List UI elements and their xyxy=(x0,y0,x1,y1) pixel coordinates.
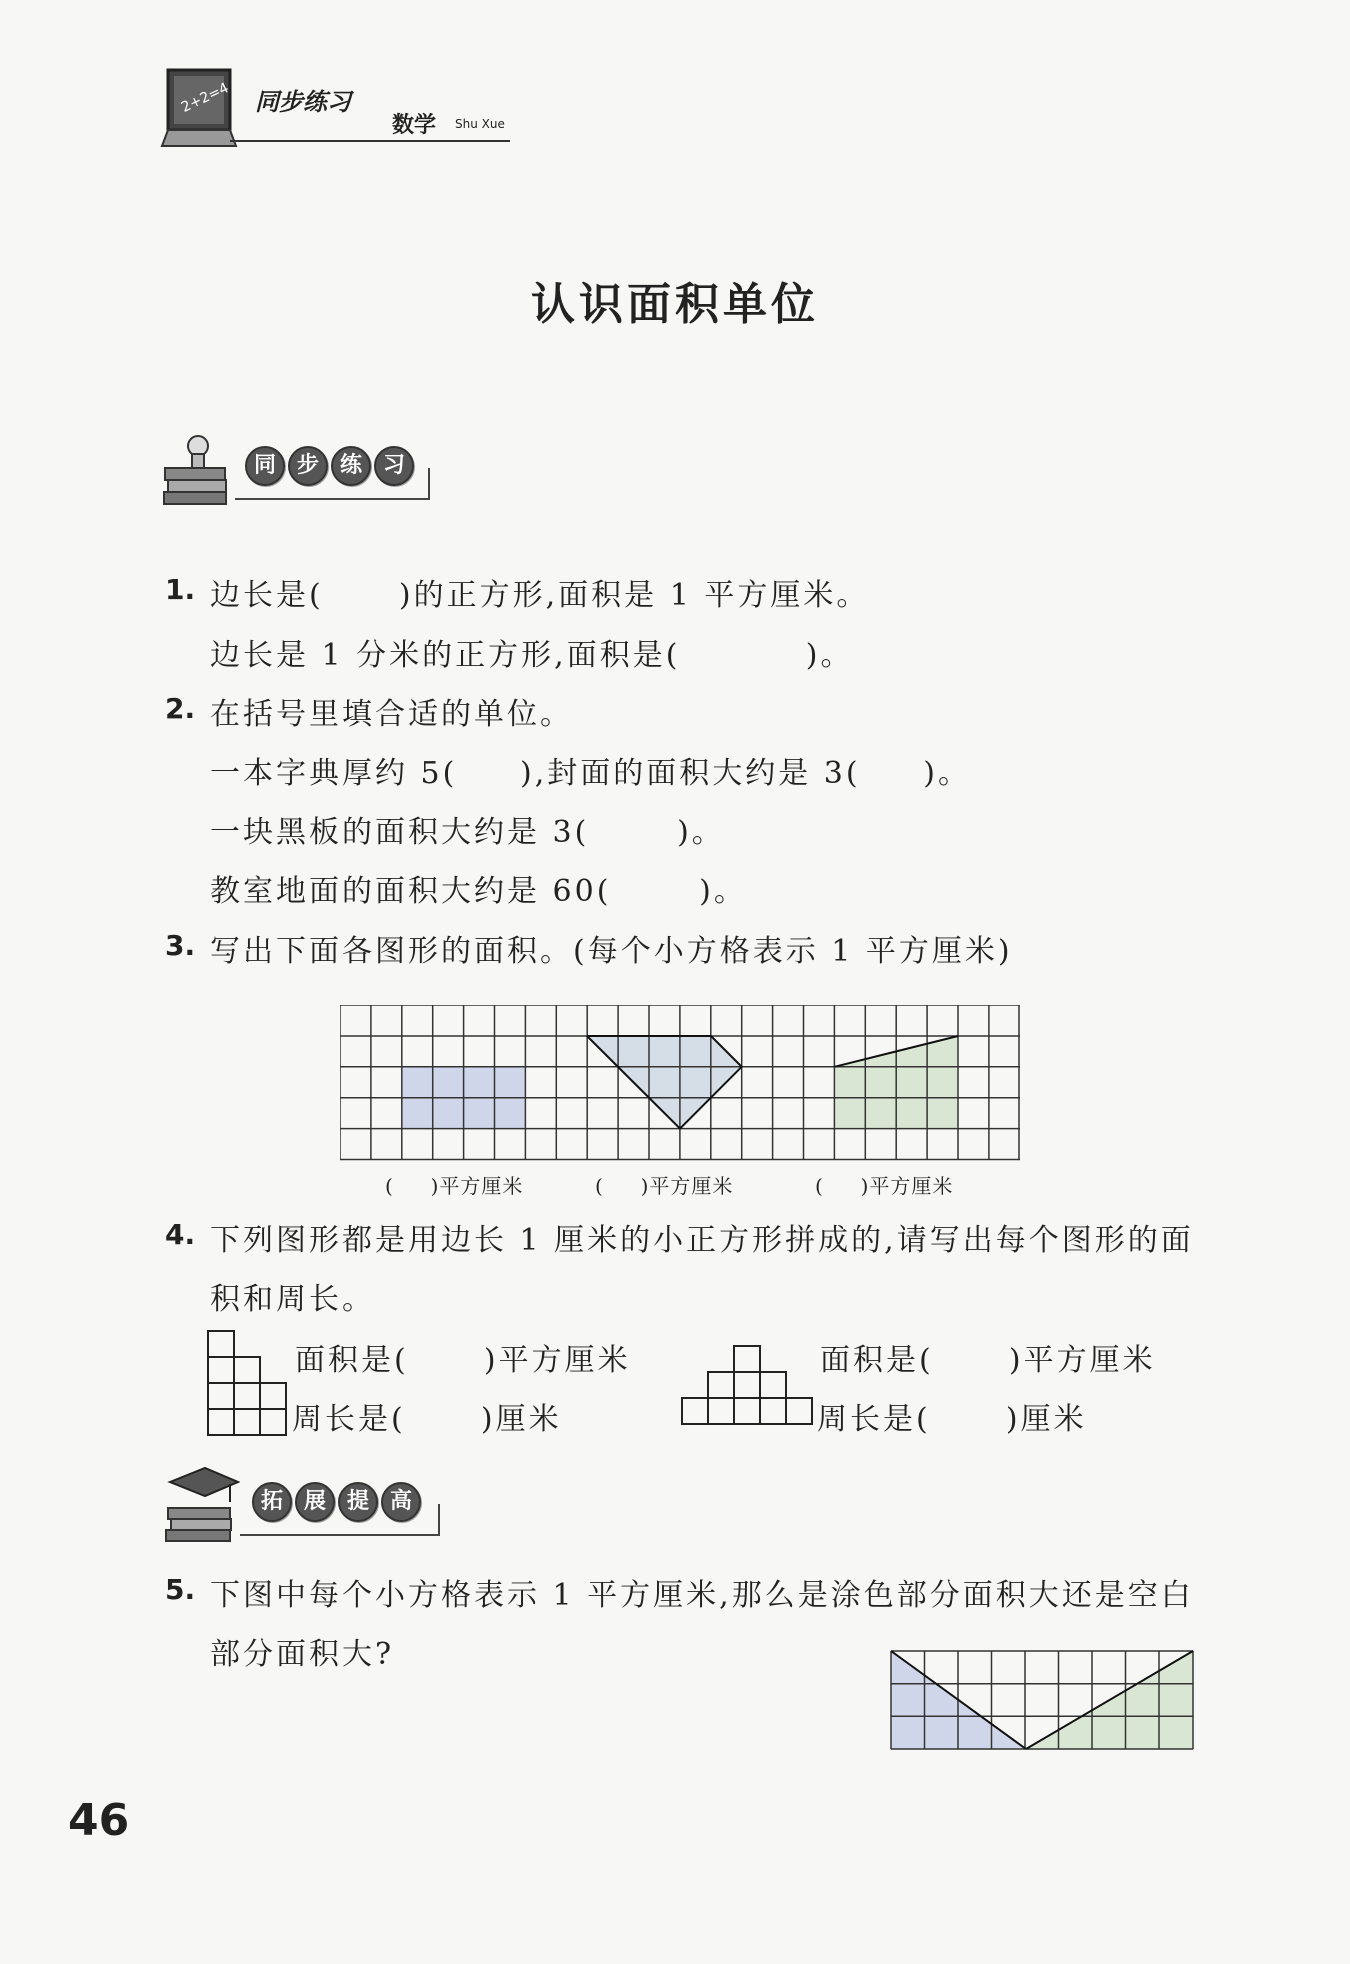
section-rule xyxy=(235,498,430,500)
q5-line2: 部分面积大? xyxy=(210,1637,395,1672)
staircase-figure xyxy=(207,1330,292,1440)
q2-line3: 一块黑板的面积大约是 3( )。 xyxy=(210,815,725,850)
q5-grid-figure xyxy=(890,1650,1195,1750)
section-char: 习 xyxy=(374,446,414,486)
question-number: 1. xyxy=(165,573,196,606)
section-rule-end xyxy=(438,1504,440,1536)
q4-area-label-right: 面积是( )平方厘米 xyxy=(820,1343,1156,1378)
q5-line1: 下图中每个小方格表示 1 平方厘米,那么是涂色部分面积大还是空白 xyxy=(210,1578,1194,1613)
question-number: 5. xyxy=(165,1573,196,1606)
header-icon-text: 2+2=4 xyxy=(178,80,232,116)
section-title-practice xyxy=(245,446,417,486)
shaded-pentagon xyxy=(587,1036,742,1129)
q2-line2: 一本字典厚约 5( ),封面的面积大约是 3( )。 xyxy=(210,756,971,791)
q1-line2: 边长是 1 分米的正方形,面积是( )。 xyxy=(210,638,854,673)
graduation-cap-icon xyxy=(160,1460,240,1545)
section-char: 同 xyxy=(245,446,285,486)
header-series: 同步练习 xyxy=(255,88,351,116)
header-rule xyxy=(230,140,510,142)
q3-line1: 写出下面各图形的面积。(每个小方格表示 1 平方厘米) xyxy=(210,934,1013,969)
q3-caption-3: ( )平方厘米 xyxy=(815,1174,954,1198)
q4-line1: 下列图形都是用边长 1 厘米的小正方形拼成的,请写出每个图形的面 xyxy=(210,1223,1194,1258)
q4-area-label-left: 面积是( )平方厘米 xyxy=(295,1343,631,1378)
q4-perimeter-label-right: 周长是( )厘米 xyxy=(817,1402,1087,1437)
section-char: 步 xyxy=(288,446,328,486)
q1-line1: 边长是( )的正方形,面积是 1 平方厘米。 xyxy=(210,578,870,613)
q2-line4: 教室地面的面积大约是 60( )。 xyxy=(210,874,747,909)
question-number: 3. xyxy=(165,929,196,962)
section-char: 展 xyxy=(295,1482,335,1522)
section-char: 拓 xyxy=(252,1482,292,1522)
header-subject: 数学 xyxy=(392,113,437,138)
section-rule xyxy=(240,1534,440,1536)
section-heading-practice xyxy=(160,428,440,508)
books-icon xyxy=(160,428,235,508)
section-heading-extension xyxy=(160,1460,450,1545)
pyramid-figure xyxy=(680,1345,820,1445)
section-char: 练 xyxy=(331,446,371,486)
q3-caption-1: ( )平方厘米 xyxy=(385,1174,524,1198)
section-title-extension xyxy=(252,1482,424,1522)
section-rule-end xyxy=(428,468,430,500)
q2-line1: 在括号里填合适的单位。 xyxy=(210,697,573,732)
q3-grid-figure xyxy=(340,1005,1020,1165)
q3-caption-2: ( )平方厘米 xyxy=(595,1174,734,1198)
header xyxy=(160,60,520,150)
header-pinyin: Shu Xue xyxy=(455,117,505,131)
page-title: 认识面积单位 xyxy=(531,279,819,330)
section-char: 高 xyxy=(381,1482,421,1522)
question-number: 2. xyxy=(165,692,196,725)
question-number: 4. xyxy=(165,1218,196,1251)
q4-perimeter-label-left: 周长是( )厘米 xyxy=(292,1402,562,1437)
q4-line2: 积和周长。 xyxy=(210,1282,375,1317)
page-number: 46 xyxy=(68,1795,130,1846)
section-char: 提 xyxy=(338,1482,378,1522)
